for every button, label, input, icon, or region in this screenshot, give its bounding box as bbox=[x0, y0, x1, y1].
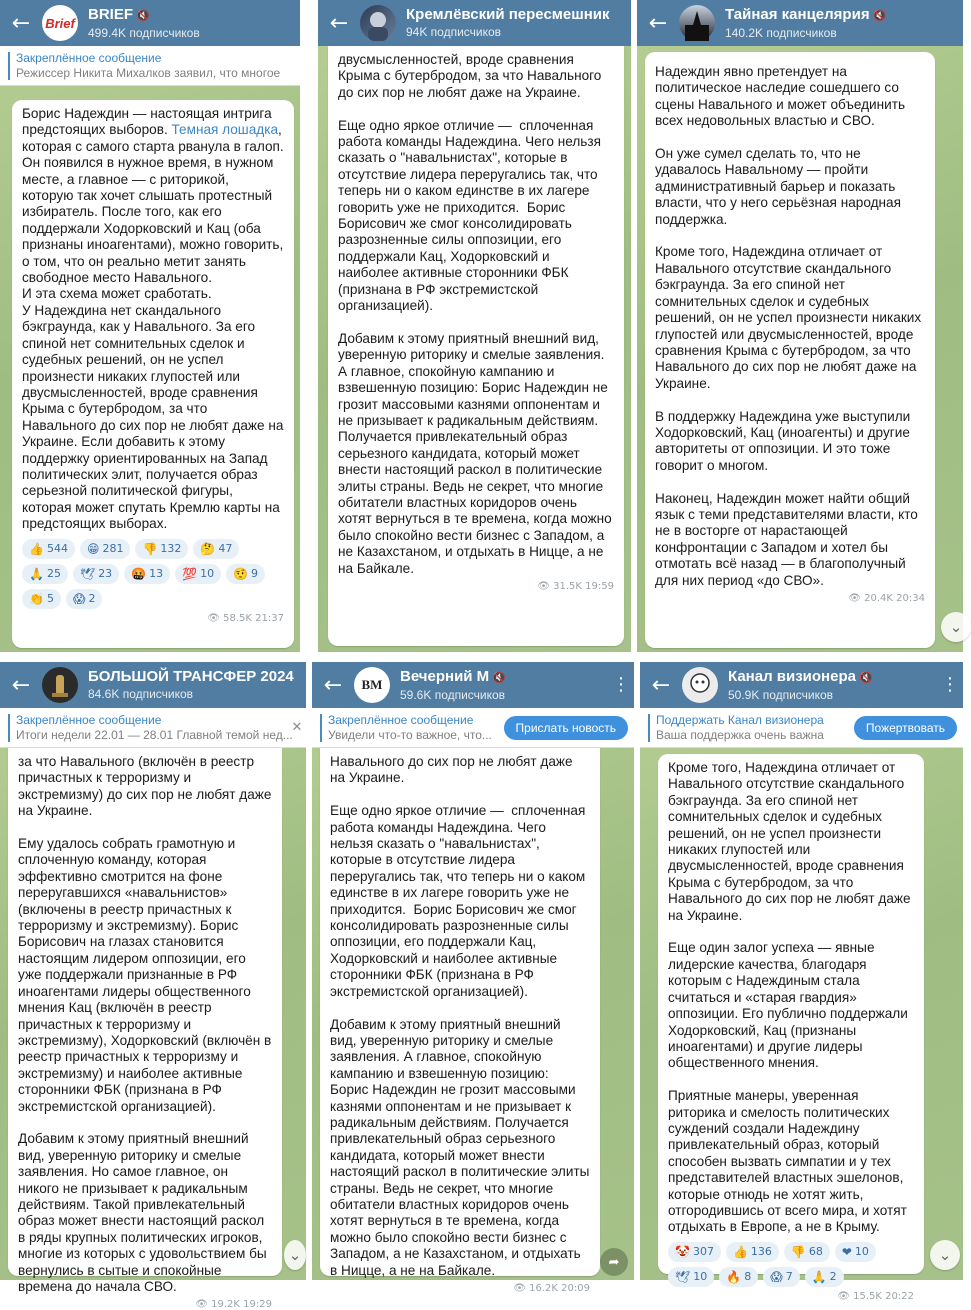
send-news-button[interactable]: Прислать новость bbox=[504, 716, 628, 740]
reaction-emoji: 🕊 bbox=[675, 1269, 691, 1284]
message-meta bbox=[330, 1283, 590, 1294]
donate-button[interactable]: Пожертвовать bbox=[854, 716, 957, 740]
reaction-count: 2 bbox=[88, 592, 96, 606]
reaction-emoji: 👍 bbox=[732, 1244, 748, 1259]
message-time: 20:22 bbox=[885, 1290, 914, 1302]
muted-icon: 🔇 bbox=[858, 670, 873, 684]
pinned-message-bar[interactable] bbox=[0, 708, 306, 748]
message-meta bbox=[338, 581, 614, 592]
back-arrow-icon[interactable]: ← bbox=[11, 672, 31, 698]
pinned-indicator bbox=[8, 52, 10, 80]
reaction-count: 47 bbox=[218, 542, 233, 556]
message-meta bbox=[18, 1299, 272, 1310]
view-count: 15.5K bbox=[853, 1290, 882, 1302]
channel-header bbox=[318, 0, 631, 46]
reaction-chip[interactable] bbox=[668, 1242, 721, 1262]
reaction-emoji: 🔥 bbox=[726, 1269, 742, 1284]
channel-info[interactable] bbox=[728, 668, 937, 703]
channel-info[interactable] bbox=[406, 6, 631, 40]
channel-title: БОЛЬШОЙ ТРАНСФЕР 2024 bbox=[88, 668, 294, 685]
channel-info[interactable] bbox=[725, 6, 963, 41]
eye-icon: 👁 bbox=[848, 593, 865, 604]
pinned-indicator bbox=[320, 714, 322, 742]
pinned-message-bar[interactable] bbox=[640, 708, 963, 748]
reaction-chip[interactable] bbox=[763, 1267, 800, 1287]
chevron-down-icon[interactable]: ⌄ bbox=[284, 1240, 306, 1270]
channel-panel-vecherniy bbox=[312, 662, 634, 1294]
channel-info[interactable] bbox=[88, 668, 306, 702]
reaction-count: 281 bbox=[102, 542, 124, 556]
subscriber-count: 84.6K подписчиков bbox=[88, 687, 194, 701]
reaction-count: 7 bbox=[785, 1270, 793, 1284]
view-count: 19.2K bbox=[211, 1299, 240, 1310]
channel-header bbox=[640, 662, 963, 708]
message-meta bbox=[668, 1291, 914, 1302]
reaction-emoji: 😱 bbox=[72, 591, 86, 606]
reaction-chip[interactable] bbox=[22, 589, 61, 609]
reaction-chip[interactable] bbox=[80, 539, 131, 559]
message-meta bbox=[655, 593, 925, 604]
message-text: Надеждин явно претендует на политическое наследие сошедшего со сцены Навального и может объединить всех недовольных властью и СВО. Он уже сумел сделать то, что не удавалось Навальному — пройти административный барьер и показать власти, что у него серьёзная народная поддержка. Кроме того, Надеждина отличает от Навального отсутствие скандального бэкграунда. За его спиной нет сомнительных сделок и судебных решений, он не успел произнести никаких глупостей или двусмысленностей, вроде сравнения Крыма с бутербродом, за что Навального до сих пор не любят даже на Украине. В поддержку Надеждина уже выступили Ходорковский, Кац (иноагенты) и другие авторитеты от оппозиции. И это тоже говорит о многом. Наконец, Надеждин может найти общий язык с теми представителями власти, кто не в восторге от нарастающей конфронтации с Западом и хотел бы отмотать всё назад — в благополучный для них период «до СВО». bbox=[655, 64, 922, 588]
pinned-preview: Ваша поддержка очень важна bbox=[656, 727, 824, 742]
channel-panel-brief bbox=[0, 0, 300, 652]
back-arrow-icon[interactable]: ← bbox=[11, 10, 31, 36]
message-bubble[interactable] bbox=[8, 748, 282, 1310]
pinned-preview: Итоги недели 22.01 — 28.01 Главной темой нед... bbox=[16, 727, 293, 742]
message-bubble[interactable] bbox=[645, 52, 935, 648]
reaction-chip[interactable] bbox=[226, 564, 265, 584]
reaction-count: 10 bbox=[200, 567, 215, 581]
pinned-message-bar[interactable] bbox=[0, 46, 300, 86]
subscriber-count: 499.4K подписчиков bbox=[88, 25, 200, 40]
channel-avatar[interactable] bbox=[682, 667, 718, 703]
channel-avatar[interactable] bbox=[354, 667, 390, 703]
reaction-chip[interactable] bbox=[124, 564, 170, 584]
message-text: за что Навального (включён в реестр причастных к терроризму и экстремизму) до сих пор не любят даже на Украине. Ему удалось собрать грамотную и сплоченную команду, которая эффективно смотрится на фоне переругавшихся «навальнистов» (включены в реестр причастных к терроризму и экстремизму). Борис Борисович на глазах становится настоящим лидером оппозиции, его уже поддержали признанные в РФ иноагентами лидеры общественного мнения Кац (включён в реестр причастных к терроризму и экстремизму), Ходорковский (включён в реестр причастных к терроризму и экстремизму) и наиболее активные сторонники ФБК (признана в РФ экстремистской организацией). Добавим к этому приятный внешний вид, уверенную риторику и смелые заявления. Но самое главное, он никого не призывает к радикальным действиям. Такой привлекательный образ может внести настоящий раскол в ряды крупных политических игроков, многие из которых с удовольствием бы вернулись в сытые и спокойные времена до начала СВО. bbox=[18, 754, 272, 1294]
reaction-chip[interactable] bbox=[73, 564, 119, 584]
channel-avatar[interactable] bbox=[679, 5, 715, 41]
message-time: 19:29 bbox=[243, 1299, 272, 1310]
message-text bbox=[22, 106, 284, 533]
pinned-title: Закреплённое сообщение bbox=[16, 712, 162, 727]
eye-icon: 👁 bbox=[537, 581, 554, 592]
reaction-emoji: 🙏 bbox=[29, 566, 44, 581]
reaction-chip[interactable] bbox=[22, 539, 75, 559]
muted-icon: 🔇 bbox=[872, 8, 887, 22]
message-time: 19:59 bbox=[585, 581, 614, 592]
message-text: Навального до сих пор не любят даже на Украине. Еще одно яркое отличие — сплоченная работа команды Надеждина. Чего нельзя сказать о "навальнистах", которые в отсутствие лидера переругались так, что теперь ни о каком единстве в их лагере говорить уже не приходится. Борис Борисович же смог консолидировать разрозненные силы оппозиции, его поддержали Кац, Ходорковский и наиболее активные сторонники ФБК (признана в РФ экстремистской организацией). Добавим к этому приятный внешний вид, уверенную риторику и смелые заявления. А главное, спокойную кампанию и взвешенную позицию: Борис Надеждин не грозит массовыми казнями оппонентам и не призывает к радикальным действиям. Получается привлекательный образ серьезного кандидата, который может внести настоящий раскол в политические элиты страны. Ведь не секрет, что многие обитатели властных коридоров очень хотят вернуться в те времена, когда можно было спокойно вести бизнес с Западом, а не Казахстаном, и отдыхать в Ницце, а не на Байкале. bbox=[330, 754, 590, 1278]
reaction-count: 2 bbox=[829, 1270, 837, 1284]
close-icon[interactable]: ✕ bbox=[291, 720, 303, 735]
avatar-image bbox=[682, 667, 718, 703]
pinned-indicator bbox=[648, 714, 650, 742]
back-arrow-icon[interactable]: ← bbox=[648, 10, 668, 36]
channel-avatar[interactable] bbox=[360, 5, 396, 41]
reaction-count: 10 bbox=[693, 1270, 708, 1284]
reaction-count: 8 bbox=[744, 1270, 752, 1284]
channel-info[interactable] bbox=[400, 668, 608, 703]
message-text: двусмысленностей, вроде сравнения Крыма с бутербродом, за что Навального до сих пор не любят даже на Украине. Еще одно яркое отличие — сплоченная работа команды Надеждина. Чего нельзя сказать о "навальнистах", которые в отсутствие лидера переругались так, что теперь ни о каком единстве в их лагере говорить уже не приходится. Борис Борисович же смог консолидировать разрозненные силы оппозиции, его поддержали Кац, Ходорковский и наиболее активные сторонники ФБК (признана в РФ экстремистской организацией). Добавим к этому приятный внешний вид, уверенную риторику и смелые заявления. А главное, спокойную кампанию и взвешенную позицию: Борис Надеждин не грозит массовыми казнями оппонентам и не призывает к радикальным действиям. Получается привлекательный образ серьезного кандидата, который может внести настоящий раскол в политические элиты страны. Ведь не секрет, что многие обитатели властных коридоров очень хотят вернуться в те времена, когда можно было спокойно вести бизнес с Западом, а не Казахстаном, и отдыхать в Ницце, а не на Байкале. bbox=[338, 52, 612, 576]
subscriber-count: 50.9K подписчиков bbox=[728, 687, 834, 702]
subscriber-count: 140.2K подписчиков bbox=[725, 25, 837, 40]
reaction-emoji: 🕊 bbox=[79, 566, 96, 581]
more-vertical-icon[interactable]: ⋮ bbox=[941, 674, 959, 695]
reaction-emoji: 👎 bbox=[142, 541, 158, 556]
message-bubble[interactable] bbox=[328, 46, 624, 646]
reaction-emoji: 👎 bbox=[790, 1244, 806, 1259]
reaction-count: 544 bbox=[46, 542, 68, 556]
view-count: 58.5K bbox=[223, 612, 252, 624]
share-arrow-icon[interactable]: ➦ bbox=[600, 1248, 628, 1276]
channel-header bbox=[637, 0, 963, 46]
reaction-emoji: 🙏 bbox=[811, 1269, 827, 1284]
reaction-count: 23 bbox=[98, 567, 113, 581]
avatar-logo-text: Brief bbox=[45, 15, 75, 31]
back-arrow-icon[interactable]: ← bbox=[651, 672, 671, 698]
reaction-emoji: 👍 bbox=[29, 541, 44, 556]
channel-title: Тайная канцелярия bbox=[725, 5, 870, 23]
reaction-chip[interactable] bbox=[805, 1267, 844, 1287]
channel-panel-transfer bbox=[0, 662, 306, 1310]
reaction-chip[interactable] bbox=[668, 1267, 714, 1287]
muted-icon: 🔇 bbox=[492, 670, 506, 684]
view-count: 16.2K bbox=[529, 1283, 558, 1294]
message-bubble[interactable] bbox=[320, 748, 600, 1294]
reactions-row bbox=[22, 539, 284, 609]
reaction-emoji: 🤔 bbox=[200, 541, 216, 556]
reaction-count: 307 bbox=[692, 1245, 714, 1259]
back-arrow-icon[interactable]: ← bbox=[323, 672, 343, 698]
eye-icon: 👁 bbox=[207, 612, 224, 624]
reaction-count: 5 bbox=[46, 592, 54, 606]
reaction-emoji: 😁 bbox=[86, 541, 100, 556]
pinned-indicator bbox=[8, 714, 10, 742]
channel-avatar[interactable] bbox=[42, 5, 78, 41]
back-arrow-icon[interactable]: ← bbox=[329, 10, 349, 36]
reaction-chip[interactable] bbox=[22, 564, 68, 584]
reaction-emoji: ❤ bbox=[841, 1244, 852, 1259]
muted-icon: 🔇 bbox=[136, 8, 150, 22]
reactions-row bbox=[668, 1242, 914, 1287]
pinned-preview: Режиссер Никита Михалков заявил, что многое bbox=[16, 65, 281, 80]
subscriber-count: 59.6K подписчиков bbox=[400, 687, 506, 702]
channel-header bbox=[312, 662, 634, 708]
pinned-title: Закреплённое сообщение bbox=[16, 50, 162, 65]
message-time: 21:37 bbox=[255, 612, 284, 624]
reaction-chip[interactable] bbox=[835, 1242, 876, 1262]
more-vertical-icon[interactable]: ⋮ bbox=[612, 674, 630, 695]
message-link[interactable]: Темная лошадка bbox=[171, 122, 278, 138]
view-count: 20.4K bbox=[864, 593, 893, 604]
message-meta bbox=[22, 613, 284, 624]
reaction-count: 25 bbox=[46, 567, 61, 581]
reaction-count: 68 bbox=[808, 1245, 823, 1259]
reaction-emoji: 👏 bbox=[29, 591, 44, 606]
avatar-logo-text: BM bbox=[361, 677, 383, 692]
reaction-emoji: 🤨 bbox=[233, 566, 249, 581]
channel-header bbox=[0, 662, 306, 708]
avatar-image bbox=[360, 5, 396, 41]
reaction-count: 10 bbox=[854, 1245, 869, 1259]
channel-panel-vizioner bbox=[640, 662, 963, 1302]
chevron-down-icon[interactable]: ⌄ bbox=[941, 612, 971, 642]
channel-panel-tainaya bbox=[637, 0, 963, 652]
reaction-count: 9 bbox=[251, 567, 259, 581]
reaction-emoji: 🤡 bbox=[675, 1244, 690, 1259]
reaction-chip[interactable] bbox=[66, 589, 103, 609]
pinned-title: Закреплённое сообщение bbox=[328, 712, 474, 727]
subscriber-count: 94K подписчиков bbox=[406, 25, 502, 39]
message-bubble[interactable] bbox=[658, 754, 924, 1302]
message-text-part: , которая с самого старта рванула в галоп. Он появился в нужное время, в нужном месте, а главное — с риторикой, которую так хочет слышать протестный избиратель. После того, как его поддержали Ходорковский и Кац (оба признаны иноагентами), можно говорить, о том, что он реально метит занять свободное место Навального. И эта схема может сработать. У Надеждина нет скандального бэкграунда, как у Навального. За его спиной нет сомнительных сделок и судебных решений, он не успел произнести никаких глупостей или двусмысленностей, вроде сравнения Крыма с бутербродом, за что Навального до сих пор не любят даже на Украине. Если добавить к этому поддержку ориентированных на Запад политических элит, получается образ серьезной политической фигуры, которая может спутать Кремлю карты на предстоящих выборах. bbox=[22, 122, 284, 532]
reaction-chip[interactable] bbox=[719, 1267, 758, 1287]
message-time: 20:09 bbox=[561, 1283, 590, 1294]
reaction-count: 13 bbox=[149, 567, 164, 581]
reaction-count: 132 bbox=[160, 542, 182, 556]
eye-icon: 👁 bbox=[513, 1283, 530, 1294]
channel-title: Вечерний М bbox=[400, 667, 490, 685]
view-count: 31.5K bbox=[553, 581, 582, 592]
channel-panel-kremlin bbox=[318, 0, 631, 652]
message-bubble[interactable] bbox=[12, 100, 294, 648]
reaction-emoji: 🤬 bbox=[131, 566, 147, 581]
message-text-part: Борис Надеждин — настоящая интрига предстоящих выборов. bbox=[22, 106, 276, 138]
reaction-chip[interactable] bbox=[726, 1242, 779, 1262]
reaction-emoji: 💯 bbox=[182, 566, 198, 581]
channel-avatar[interactable] bbox=[42, 667, 78, 703]
channel-title: Кремлёвский пересмешник bbox=[406, 6, 610, 23]
chevron-down-icon[interactable]: ⌄ bbox=[930, 1240, 960, 1270]
eye-icon: 👁 bbox=[195, 1299, 212, 1310]
channel-info[interactable] bbox=[88, 6, 300, 41]
avatar-image bbox=[42, 667, 78, 703]
reaction-chip[interactable] bbox=[175, 564, 221, 584]
reaction-emoji: 😱 bbox=[770, 1269, 783, 1284]
eye-icon: 👁 bbox=[837, 1290, 854, 1302]
pinned-title: Поддержать Канал визионера bbox=[656, 712, 824, 727]
channel-header bbox=[0, 0, 300, 46]
reaction-chip[interactable] bbox=[193, 539, 239, 559]
message-text: Кроме того, Надеждина отличает от Навального отсутствие скандального бэкграунда. За его спиной нет сомнительных сделок и судебных решений, он не успел произнести никаких глупостей или двусмысленностей, вроде сравнения Крыма с бутербродом, за что Навального до сих пор не любят даже на Украине. Еще один залог успеха — явные лидерские качества, благодаря которым с Надеждиным стала считаться и «старая гвардия» оппозиции. Его публично поддержали Ходорковский, Кац (признаны иноагентами) и другие лидеры общественного мнения. Приятные манеры, уверенная риторика и смелость политических суждений создали Надеждину привлекательный образ, который способен вызвать симпатии и у тех представителей властных эшелонов, которые отнюдь не хотят жить, отгородившись от всего мира, и хотят отдыхать в Европе, а не в Крыму. bbox=[668, 760, 911, 1235]
channel-title: Канал визионера bbox=[728, 667, 856, 685]
channel-title: BRIEF bbox=[88, 5, 133, 23]
avatar-image bbox=[679, 5, 715, 41]
reaction-chip[interactable] bbox=[784, 1242, 830, 1262]
pinned-message-bar[interactable] bbox=[312, 708, 634, 748]
reaction-count: 136 bbox=[750, 1245, 772, 1259]
reaction-chip[interactable] bbox=[135, 539, 188, 559]
message-time: 20:34 bbox=[896, 593, 925, 604]
pinned-preview: Увидели что-то важное, что... bbox=[328, 727, 492, 742]
